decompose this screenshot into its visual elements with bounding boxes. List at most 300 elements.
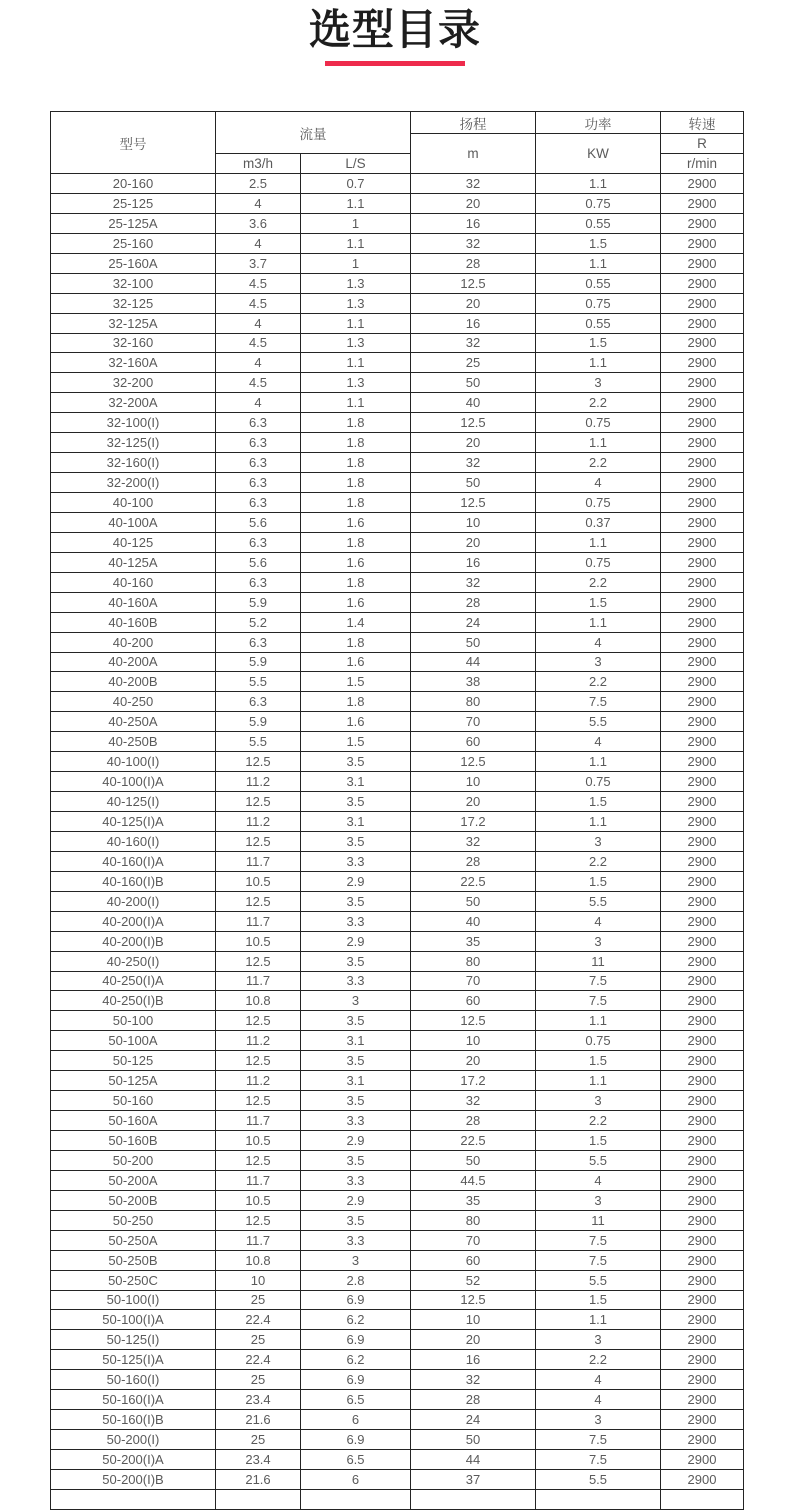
table-row (51, 493, 744, 513)
cell-speed-rmin: 2900 (661, 273, 744, 293)
cell-flow-ls: 3.1 (301, 812, 411, 832)
table-row (51, 572, 744, 592)
cell-model: 40-100A (51, 512, 216, 532)
cell-power-kw: 0.55 (536, 273, 661, 293)
cell-power-kw: 4 (536, 911, 661, 931)
cell-flow-ls: 1.1 (301, 353, 411, 373)
cell-speed-rmin: 2900 (661, 1330, 744, 1350)
cell-speed-rmin: 2900 (661, 812, 744, 832)
cell-flow-m3h: 12.5 (216, 1150, 301, 1170)
cell-flow-ls: 1.4 (301, 612, 411, 632)
cell-model: 40-250(I)B (51, 991, 216, 1011)
cell-model: 50-125A (51, 1071, 216, 1091)
cell-flow-m3h: 6.3 (216, 413, 301, 433)
table-row (51, 1091, 744, 1111)
cell-speed-rmin: 2900 (661, 1430, 744, 1450)
cell-model: 40-250(I)A (51, 971, 216, 991)
cell-power-kw: 2.2 (536, 672, 661, 692)
table-row (51, 373, 744, 393)
cell-power-kw: 2.2 (536, 1350, 661, 1370)
cell-flow-ls: 1.1 (301, 233, 411, 253)
cell-flow-ls: 3.5 (301, 1150, 411, 1170)
cell-speed-rmin: 2900 (661, 871, 744, 891)
table-row (51, 273, 744, 293)
table-row (51, 1370, 744, 1390)
cell-power-kw: 3 (536, 1330, 661, 1350)
cell-model: 50-250 (51, 1210, 216, 1230)
cell-flow-ls: 3.1 (301, 1031, 411, 1051)
cell-flow-ls: 1.8 (301, 473, 411, 493)
cell-flow-m3h: 11.2 (216, 772, 301, 792)
cell-power-kw: 1.1 (536, 612, 661, 632)
cell-flow-m3h: 11.7 (216, 1230, 301, 1250)
cell-model: 50-100(I)A (51, 1310, 216, 1330)
table-row (51, 871, 744, 891)
cell-speed-rmin: 2900 (661, 931, 744, 951)
cell-speed-rmin: 2900 (661, 1290, 744, 1310)
cell-flow-ls: 3.5 (301, 891, 411, 911)
cell-flow-m3h: 6.3 (216, 532, 301, 552)
table-row (51, 951, 744, 971)
cell-speed-rmin: 2900 (661, 891, 744, 911)
table-row (51, 1150, 744, 1170)
cell-flow-ls: 1.8 (301, 433, 411, 453)
cell-flow-m3h: 10.5 (216, 1131, 301, 1151)
cell-model: 40-125(I) (51, 792, 216, 812)
cell-head-m: 32 (411, 233, 536, 253)
cell-flow-m3h: 21.6 (216, 1469, 301, 1489)
cell-model: 50-160B (51, 1131, 216, 1151)
table-row (51, 1350, 744, 1370)
cell-flow-ls: 1.8 (301, 493, 411, 513)
cell-flow-m3h: 23.4 (216, 1390, 301, 1410)
cell-power-kw: 1.1 (536, 1310, 661, 1330)
cell-power-kw: 11 (536, 951, 661, 971)
cell-head-m: 28 (411, 592, 536, 612)
cell-flow-ls: 1.6 (301, 652, 411, 672)
cell-flow-ls: 1.1 (301, 393, 411, 413)
cell-speed-rmin: 2900 (661, 413, 744, 433)
cell-power-kw: 2.2 (536, 851, 661, 871)
table-row (51, 1270, 744, 1290)
cell-flow-m3h: 11.7 (216, 1111, 301, 1131)
cell-power-kw: 0.75 (536, 772, 661, 792)
cell-speed-rmin: 2900 (661, 1170, 744, 1190)
cell-flow-m3h: 6.3 (216, 632, 301, 652)
cell-speed-rmin: 2900 (661, 652, 744, 672)
cell-head-m: 80 (411, 1210, 536, 1230)
cell-flow-ls: 1.3 (301, 273, 411, 293)
cell-flow-ls: 1.6 (301, 512, 411, 532)
cell-speed-rmin: 2900 (661, 831, 744, 851)
cell-speed-rmin: 2900 (661, 732, 744, 752)
table-row (51, 1390, 744, 1410)
cell-flow-ls: 2.9 (301, 931, 411, 951)
cell-power-kw: 5.5 (536, 712, 661, 732)
cell-power-kw: 0.55 (536, 313, 661, 333)
cell-flow-m3h: 25 (216, 1290, 301, 1310)
cell-head-m: 32 (411, 453, 536, 473)
table-row (51, 174, 744, 194)
cell-flow-ls: 1.6 (301, 552, 411, 572)
cell-model: 50-200B (51, 1190, 216, 1210)
cell-model: 32-160(I) (51, 453, 216, 473)
cell-speed-rmin: 2900 (661, 951, 744, 971)
cell-model: 40-200(I)A (51, 911, 216, 931)
table-row (51, 752, 744, 772)
cell-flow-m3h: 11.7 (216, 1170, 301, 1190)
table-row (51, 353, 744, 373)
cell-flow-m3h: 12.5 (216, 1051, 301, 1071)
cell-speed-rmin: 2900 (661, 453, 744, 473)
cell-flow-m3h: 3.7 (216, 253, 301, 273)
cell-flow-m3h: 4 (216, 353, 301, 373)
cell-flow-ls: 3.5 (301, 831, 411, 851)
cell-model: 50-125(I) (51, 1330, 216, 1350)
cell-speed-rmin: 2900 (661, 373, 744, 393)
cell-flow-m3h: 12.5 (216, 831, 301, 851)
cell-speed-rmin: 2900 (661, 1450, 744, 1470)
cell-flow-ls: 3 (301, 991, 411, 1011)
cell-power-kw: 1.1 (536, 433, 661, 453)
cell-flow-m3h: 23.4 (216, 1450, 301, 1470)
cell-flow-m3h: 22.4 (216, 1310, 301, 1330)
cell-power-kw: 2.2 (536, 572, 661, 592)
cell-flow-m3h: 5.9 (216, 652, 301, 672)
cell-speed-rmin: 2900 (661, 532, 744, 552)
empty-cell (216, 1489, 301, 1509)
cell-head-m: 50 (411, 1430, 536, 1450)
cell-head-m: 28 (411, 253, 536, 273)
cell-model: 50-100 (51, 1011, 216, 1031)
cell-head-m: 20 (411, 293, 536, 313)
cell-speed-rmin: 2900 (661, 353, 744, 373)
cell-head-m: 44.5 (411, 1170, 536, 1190)
cell-speed-rmin: 2900 (661, 552, 744, 572)
cell-flow-m3h: 11.2 (216, 1031, 301, 1051)
cell-speed-rmin: 2900 (661, 572, 744, 592)
cell-head-m: 22.5 (411, 871, 536, 891)
cell-model: 25-160A (51, 253, 216, 273)
cell-flow-ls: 6 (301, 1469, 411, 1489)
cell-power-kw: 7.5 (536, 991, 661, 1011)
cell-speed-rmin: 2900 (661, 1250, 744, 1270)
empty-cell (536, 1489, 661, 1509)
cell-power-kw: 2.2 (536, 393, 661, 413)
cell-head-m: 32 (411, 333, 536, 353)
cell-power-kw: 1.1 (536, 174, 661, 194)
cell-flow-ls: 1 (301, 253, 411, 273)
cell-flow-ls: 3.3 (301, 1170, 411, 1190)
cell-model: 25-125 (51, 193, 216, 213)
cell-speed-rmin: 2900 (661, 632, 744, 652)
cell-head-m: 12.5 (411, 1011, 536, 1031)
cell-model: 50-200(I)B (51, 1469, 216, 1489)
cell-flow-ls: 3.5 (301, 752, 411, 772)
cell-flow-m3h: 10.8 (216, 1250, 301, 1270)
header-head-unit: m (411, 134, 536, 174)
cell-power-kw: 3 (536, 652, 661, 672)
cell-model: 40-100 (51, 493, 216, 513)
table-row (51, 552, 744, 572)
cell-speed-rmin: 2900 (661, 433, 744, 453)
cell-model: 32-125(I) (51, 433, 216, 453)
cell-flow-m3h: 6.3 (216, 473, 301, 493)
cell-model: 40-200B (51, 672, 216, 692)
cell-power-kw: 7.5 (536, 1430, 661, 1450)
table-row (51, 712, 744, 732)
cell-speed-rmin: 2900 (661, 911, 744, 931)
cell-flow-ls: 2.9 (301, 1131, 411, 1151)
table-row (51, 1131, 744, 1151)
cell-speed-rmin: 2900 (661, 1011, 744, 1031)
cell-flow-m3h: 12.5 (216, 891, 301, 911)
cell-head-m: 17.2 (411, 1071, 536, 1091)
cell-power-kw: 0.55 (536, 213, 661, 233)
table-row (51, 632, 744, 652)
cell-power-kw: 7.5 (536, 1250, 661, 1270)
header-flow-m3h: m3/h (216, 154, 301, 174)
cell-flow-m3h: 10 (216, 1270, 301, 1290)
cell-speed-rmin: 2900 (661, 512, 744, 532)
cell-head-m: 16 (411, 313, 536, 333)
cell-head-m: 35 (411, 931, 536, 951)
cell-flow-m3h: 25 (216, 1370, 301, 1390)
cell-model: 40-160B (51, 612, 216, 632)
cell-head-m: 16 (411, 213, 536, 233)
cell-speed-rmin: 2900 (661, 1150, 744, 1170)
empty-cell (661, 1489, 744, 1509)
cell-head-m: 20 (411, 1330, 536, 1350)
cell-power-kw: 1.1 (536, 812, 661, 832)
cell-head-m: 20 (411, 792, 536, 812)
cell-head-m: 28 (411, 851, 536, 871)
cell-speed-rmin: 2900 (661, 851, 744, 871)
cell-flow-ls: 6 (301, 1410, 411, 1430)
table-row (51, 1310, 744, 1330)
cell-power-kw: 1.5 (536, 592, 661, 612)
table-row (51, 253, 744, 273)
header-speed-unit: r/min (661, 154, 744, 174)
cell-head-m: 80 (411, 951, 536, 971)
cell-model: 40-160(I)A (51, 851, 216, 871)
cell-power-kw: 1.5 (536, 1131, 661, 1151)
cell-flow-ls: 1.5 (301, 672, 411, 692)
header-power: 功率 (536, 112, 661, 134)
cell-model: 32-100 (51, 273, 216, 293)
table-row (51, 1290, 744, 1310)
cell-power-kw: 1.1 (536, 253, 661, 273)
cell-speed-rmin: 2900 (661, 692, 744, 712)
table-row (51, 1210, 744, 1230)
cell-head-m: 50 (411, 373, 536, 393)
cell-power-kw: 3 (536, 1410, 661, 1430)
cell-flow-m3h: 10.5 (216, 1190, 301, 1210)
cell-flow-m3h: 4.5 (216, 333, 301, 353)
cell-speed-rmin: 2900 (661, 772, 744, 792)
cell-flow-m3h: 5.9 (216, 592, 301, 612)
cell-flow-ls: 0.7 (301, 174, 411, 194)
cell-model: 50-125(I)A (51, 1350, 216, 1370)
cell-head-m: 24 (411, 1410, 536, 1430)
cell-power-kw: 2.2 (536, 1111, 661, 1131)
cell-flow-ls: 3.1 (301, 1071, 411, 1091)
table-row (51, 1170, 744, 1190)
cell-model: 50-100(I) (51, 1290, 216, 1310)
table-row (51, 891, 744, 911)
table-row (51, 1410, 744, 1430)
header-head: 扬程 (411, 112, 536, 134)
cell-model: 40-160(I)B (51, 871, 216, 891)
cell-head-m: 70 (411, 1230, 536, 1250)
cell-flow-m3h: 5.9 (216, 712, 301, 732)
cell-power-kw: 1.5 (536, 871, 661, 891)
cell-head-m: 60 (411, 732, 536, 752)
table-row (51, 453, 744, 473)
cell-power-kw: 0.75 (536, 1031, 661, 1051)
cell-speed-rmin: 2900 (661, 1410, 744, 1430)
cell-head-m: 44 (411, 1450, 536, 1470)
cell-head-m: 12.5 (411, 752, 536, 772)
table-row (51, 393, 744, 413)
cell-power-kw: 1.5 (536, 333, 661, 353)
cell-flow-ls: 3.5 (301, 1051, 411, 1071)
cell-head-m: 12.5 (411, 273, 536, 293)
cell-power-kw: 1.5 (536, 1290, 661, 1310)
cell-head-m: 12.5 (411, 493, 536, 513)
cell-head-m: 32 (411, 572, 536, 592)
cell-flow-ls: 1.1 (301, 193, 411, 213)
cell-model: 20-160 (51, 174, 216, 194)
cell-head-m: 22.5 (411, 1131, 536, 1151)
cell-head-m: 40 (411, 393, 536, 413)
cell-model: 40-250A (51, 712, 216, 732)
cell-flow-m3h: 12.5 (216, 1011, 301, 1031)
cell-speed-rmin: 2900 (661, 991, 744, 1011)
cell-flow-m3h: 6.3 (216, 692, 301, 712)
table-row (51, 313, 744, 333)
table-row (51, 1031, 744, 1051)
cell-speed-rmin: 2900 (661, 612, 744, 632)
cell-speed-rmin: 2900 (661, 493, 744, 513)
cell-speed-rmin: 2900 (661, 1350, 744, 1370)
cell-flow-ls: 6.9 (301, 1430, 411, 1450)
cell-speed-rmin: 2900 (661, 1051, 744, 1071)
cell-flow-ls: 3.3 (301, 1230, 411, 1250)
cell-head-m: 50 (411, 1150, 536, 1170)
cell-speed-rmin: 2900 (661, 672, 744, 692)
table-row (51, 1111, 744, 1131)
cell-head-m: 37 (411, 1469, 536, 1489)
table-row (51, 592, 744, 612)
cell-flow-m3h: 22.4 (216, 1350, 301, 1370)
cell-power-kw: 7.5 (536, 971, 661, 991)
cell-model: 50-250C (51, 1270, 216, 1290)
cell-model: 32-200(I) (51, 473, 216, 493)
cell-power-kw: 4 (536, 632, 661, 652)
cell-flow-ls: 1.6 (301, 712, 411, 732)
cell-head-m: 60 (411, 991, 536, 1011)
header-flow: 流量 (216, 112, 411, 154)
cell-model: 50-125 (51, 1051, 216, 1071)
cell-power-kw: 4 (536, 1170, 661, 1190)
cell-speed-rmin: 2900 (661, 1390, 744, 1410)
cell-flow-m3h: 4.5 (216, 273, 301, 293)
cell-speed-rmin: 2900 (661, 971, 744, 991)
cell-flow-ls: 1.3 (301, 373, 411, 393)
cell-flow-ls: 1.3 (301, 293, 411, 313)
cell-flow-ls: 6.2 (301, 1310, 411, 1330)
cell-flow-m3h: 5.6 (216, 552, 301, 572)
cell-model: 40-200(I)B (51, 931, 216, 951)
cell-head-m: 50 (411, 632, 536, 652)
table-row (51, 1190, 744, 1210)
cell-power-kw: 4 (536, 732, 661, 752)
cell-power-kw: 4 (536, 1390, 661, 1410)
cell-speed-rmin: 2900 (661, 1071, 744, 1091)
cell-flow-m3h: 4 (216, 233, 301, 253)
cell-flow-ls: 3.5 (301, 1091, 411, 1111)
cell-power-kw: 1.5 (536, 233, 661, 253)
cell-flow-m3h: 12.5 (216, 792, 301, 812)
cell-flow-m3h: 5.6 (216, 512, 301, 532)
cell-flow-ls: 1.1 (301, 313, 411, 333)
header-speed: 转速 (661, 112, 744, 134)
cell-flow-ls: 1.8 (301, 572, 411, 592)
table-row (51, 1230, 744, 1250)
cell-flow-m3h: 4 (216, 313, 301, 333)
cell-speed-rmin: 2900 (661, 174, 744, 194)
cell-flow-ls: 1.8 (301, 413, 411, 433)
cell-model: 50-100A (51, 1031, 216, 1051)
cell-flow-ls: 1.5 (301, 732, 411, 752)
table-row-partial (51, 1489, 744, 1509)
header-speed-r: R (661, 134, 744, 154)
cell-flow-m3h: 12.5 (216, 1210, 301, 1230)
table-row (51, 293, 744, 313)
cell-flow-ls: 6.9 (301, 1290, 411, 1310)
cell-flow-ls: 1.8 (301, 632, 411, 652)
cell-model: 50-250B (51, 1250, 216, 1270)
cell-model: 25-160 (51, 233, 216, 253)
cell-speed-rmin: 2900 (661, 293, 744, 313)
cell-head-m: 32 (411, 1370, 536, 1390)
cell-model: 40-125(I)A (51, 812, 216, 832)
cell-model: 40-100(I)A (51, 772, 216, 792)
cell-flow-m3h: 6.3 (216, 493, 301, 513)
cell-head-m: 32 (411, 1091, 536, 1111)
cell-flow-m3h: 5.2 (216, 612, 301, 632)
cell-power-kw: 0.37 (536, 512, 661, 532)
table-header (51, 112, 744, 174)
page-title: 选型目录 (308, 6, 481, 53)
cell-power-kw: 0.75 (536, 493, 661, 513)
cell-flow-ls: 3.3 (301, 971, 411, 991)
cell-model: 50-160 (51, 1091, 216, 1111)
cell-model: 32-125 (51, 293, 216, 313)
cell-head-m: 20 (411, 532, 536, 552)
cell-flow-m3h: 4 (216, 393, 301, 413)
cell-power-kw: 7.5 (536, 692, 661, 712)
cell-speed-rmin: 2900 (661, 792, 744, 812)
cell-flow-ls: 1.8 (301, 692, 411, 712)
cell-head-m: 16 (411, 552, 536, 572)
cell-speed-rmin: 2900 (661, 712, 744, 732)
cell-speed-rmin: 2900 (661, 1131, 744, 1151)
cell-power-kw: 3 (536, 931, 661, 951)
cell-power-kw: 5.5 (536, 1469, 661, 1489)
cell-flow-m3h: 11.7 (216, 851, 301, 871)
